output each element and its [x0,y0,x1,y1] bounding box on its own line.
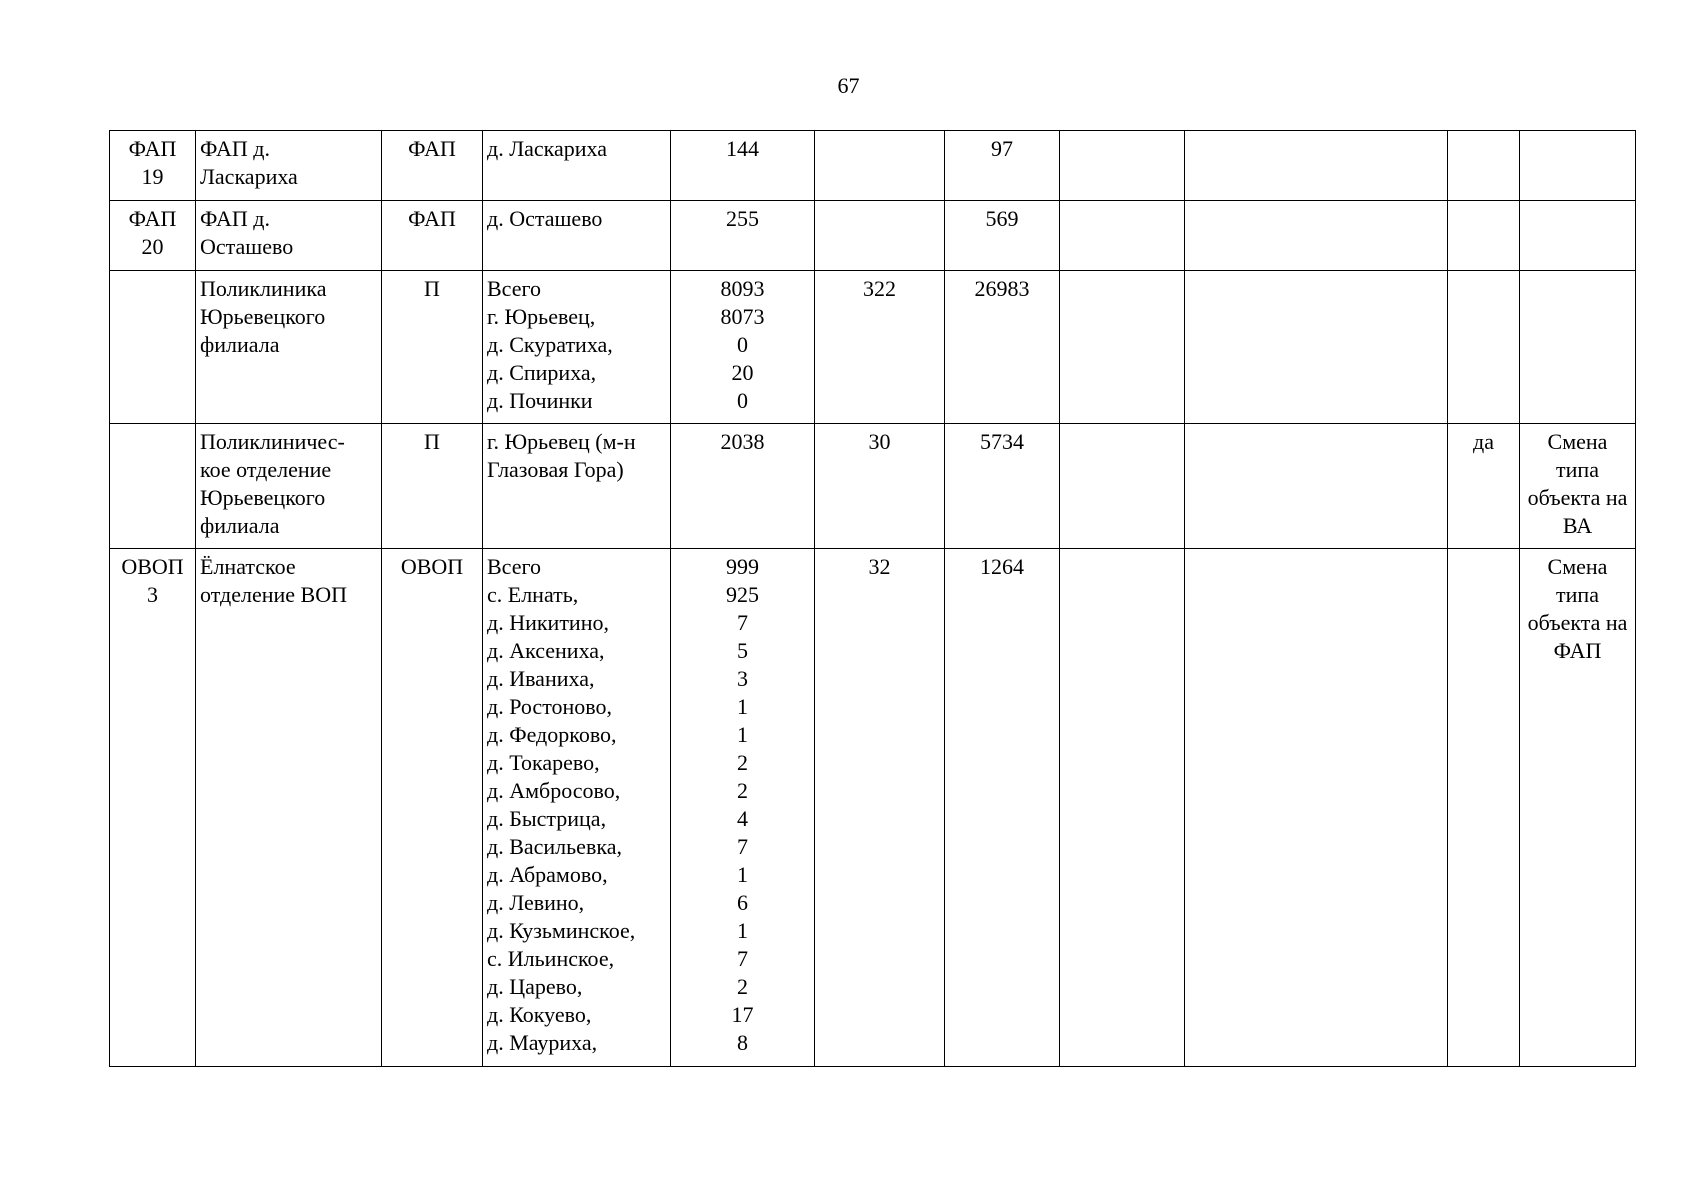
name-line: Ёлнатское [200,554,296,579]
note-cell [1520,131,1636,201]
population-line: 7 [737,610,748,635]
population-line: 0 [737,332,748,357]
col8-cell [1060,424,1185,549]
page-number: 67 [837,73,860,98]
locality-line: д. Абрамово, [487,862,608,887]
population-line: 17 [731,1002,754,1027]
localities-cell [483,131,671,201]
note-line: типа [1556,582,1599,607]
name-line: Юрьевецкого [200,304,326,329]
col10-cell [1448,271,1520,424]
name-line: ФАП д. [200,206,270,231]
locality-line: д. Быстрица, [487,806,607,831]
locality-line: д. Левино, [487,890,585,915]
population-line: 2 [737,750,748,775]
population-line: 7 [737,834,748,859]
col7-cell: 1264 [945,549,1060,1067]
locality-line: д. Токарево, [487,750,600,775]
col8-cell [1060,201,1185,271]
name-line: кое отделение [200,457,332,482]
code-line: 19 [141,164,164,189]
name-line: Поликлиничес- [200,429,345,454]
locality-line: д. Федорково, [487,722,617,747]
population-line: 8 [737,1030,748,1055]
localities-cell [483,424,671,549]
population-line: 2 [737,778,748,803]
population-line: 999 [726,554,759,579]
locality-line: д. Осташево [487,206,603,231]
code-cell [110,549,196,1067]
population-line: 2 [737,974,748,999]
type-cell: П [382,271,483,424]
col10-cell [1448,131,1520,201]
note-cell [1520,201,1636,271]
locality-line: д. Ростоново, [487,694,613,719]
population-line: 925 [726,582,759,607]
code-line: 20 [141,234,164,259]
locality-line: Глазовая Гора) [487,457,624,482]
type-cell: П [382,424,483,549]
code-cell [110,271,196,424]
locality-line: д. Скуратиха, [487,332,613,357]
type-cell: ФАП [382,201,483,271]
note-cell [1520,549,1636,1067]
table-row [110,271,1636,424]
population-line: 1 [737,918,748,943]
col10-cell [1448,201,1520,271]
population-line: 1 [737,694,748,719]
name-cell [196,271,382,424]
locality-line: с. Ильинское, [487,946,615,971]
note-cell [1520,424,1636,549]
locality-line: д. Амбросово, [487,778,621,803]
code-line: ФАП [128,136,177,161]
facilities-table [109,130,1636,1067]
col7-cell: 5734 [945,424,1060,549]
note-cell [1520,271,1636,424]
locality-line: д. Никитино, [487,610,609,635]
population-cell [671,549,815,1067]
name-line: Ласкариха [200,164,298,189]
locality-line: д. Кокуево, [487,1002,592,1027]
population-line: 255 [726,206,759,231]
col10-cell: да [1448,424,1520,549]
locality-line: д. Аксениха, [487,638,605,663]
col8-cell [1060,271,1185,424]
locality-line: Всего [487,276,541,301]
population-cell [671,201,815,271]
col6-cell: 32 [815,549,945,1067]
col6-cell [815,131,945,201]
population-line: 5 [737,638,748,663]
col10-cell [1448,549,1520,1067]
population-line: 4 [737,806,748,831]
population-line: 2038 [720,429,765,454]
population-line: 20 [731,360,754,385]
name-line: Осташево [200,234,294,259]
population-cell [671,271,815,424]
name-line: Поликлиника [200,276,327,301]
population-cell [671,131,815,201]
note-line: объекта на [1527,485,1628,510]
col9-cell [1185,201,1448,271]
col6-cell: 322 [815,271,945,424]
name-cell [196,201,382,271]
locality-line: д. Васильевка, [487,834,622,859]
col7-cell: 569 [945,201,1060,271]
population-line: 7 [737,946,748,971]
table-body [110,131,1636,1067]
locality-line: д. Починки [487,388,593,413]
note-line: типа [1556,457,1599,482]
name-line: филиала [200,513,280,538]
note-line: Смена [1547,554,1608,579]
name-cell [196,424,382,549]
col9-cell [1185,131,1448,201]
col8-cell [1060,131,1185,201]
col7-cell: 26983 [945,271,1060,424]
table-row [110,424,1636,549]
col7-cell: 97 [945,131,1060,201]
code-line: 3 [147,582,158,607]
note-line: Смена [1547,429,1608,454]
col6-cell [815,201,945,271]
code-line: ОВОП [121,554,184,579]
code-cell [110,424,196,549]
code-cell [110,131,196,201]
population-line: 1 [737,862,748,887]
locality-line: г. Юрьевец, [487,304,596,329]
type-cell: ОВОП [382,549,483,1067]
locality-line: д. Царево, [487,974,583,999]
locality-line: д. Иваниха, [487,666,595,691]
locality-line: г. Юрьевец (м-н [487,429,636,454]
table-row [110,549,1636,1067]
population-line: 8073 [720,304,765,329]
population-line: 144 [726,136,759,161]
locality-line: д. Ласкариха [487,136,608,161]
col9-cell [1185,271,1448,424]
name-line: Юрьевецкого [200,485,326,510]
name-cell [196,549,382,1067]
locality-line: д. Мауриха, [487,1030,598,1055]
locality-line: д. Спириха, [487,360,597,385]
population-cell [671,424,815,549]
population-line: 1 [737,722,748,747]
table-row [110,131,1636,201]
population-line: 8093 [720,276,765,301]
code-cell [110,201,196,271]
localities-cell [483,549,671,1067]
population-line: 0 [737,388,748,413]
name-cell [196,131,382,201]
population-line: 3 [737,666,748,691]
localities-cell [483,201,671,271]
note-line: ВА [1562,513,1593,538]
localities-cell [483,271,671,424]
name-line: филиала [200,332,280,357]
note-line: объекта на [1527,610,1628,635]
col9-cell [1185,549,1448,1067]
locality-line: с. Елнать, [487,582,579,607]
note-line: ФАП [1553,638,1602,663]
col9-cell [1185,424,1448,549]
code-line: ФАП [128,206,177,231]
name-line: ФАП д. [200,136,270,161]
locality-line: д. Кузьминское, [487,918,636,943]
type-cell: ФАП [382,131,483,201]
col8-cell [1060,549,1185,1067]
name-line: отделение ВОП [200,582,347,607]
col6-cell: 30 [815,424,945,549]
table-row [110,201,1636,271]
locality-line: Всего [487,554,541,579]
population-line: 6 [737,890,748,915]
